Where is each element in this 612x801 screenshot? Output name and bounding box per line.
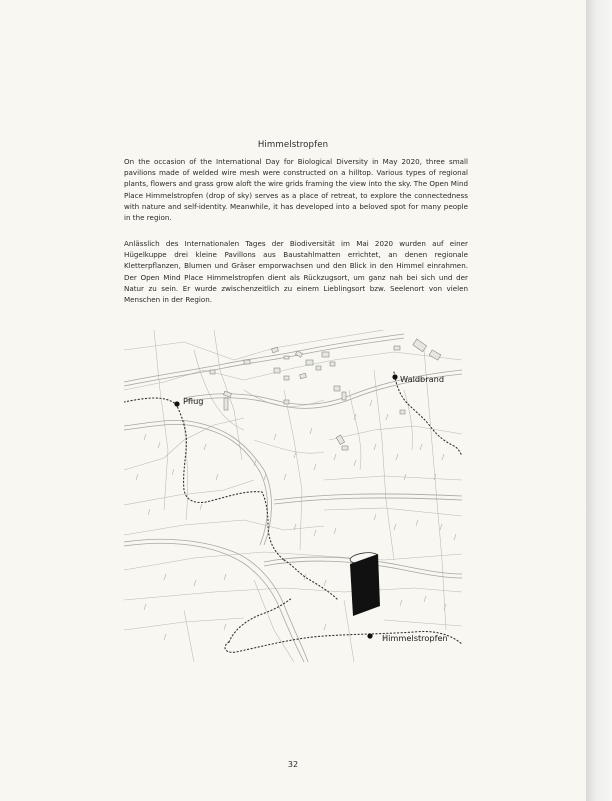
waldbrand-marker xyxy=(392,374,397,379)
pflug-marker xyxy=(174,401,179,406)
page-number: 32 xyxy=(287,760,299,769)
label-himmelstropfen: Himmelstropfen xyxy=(382,633,448,643)
english-paragraph: On the occasion of the International Day for Biological Diversity in May 2020, three small pavilions made of welded wire mesh were constructed on a hilltop. Various types of regional plants, flowers and grass grow aloft the wire grids framing the view into the sky. The Open Mind Place Himmelstropfen (drop of sky) serves as a place of retreat, to explore the connectedness with nature and self-identity. Meanwhile, it has developed into a beloved spot for many people in the region. xyxy=(124,157,468,223)
page-title: Himmelstropfen xyxy=(257,140,329,150)
label-waldbrand: Waldbrand xyxy=(400,374,445,384)
book-gutter xyxy=(586,0,612,801)
german-paragraph: Anlässlich des Internationalen Tages der Biodiversität im Mai 2020 wurden auf einer Hügelkuppe drei kleine Pavillons aus Baustahlmatten errichtet, an denen regionale Kletterpflanzen, Blumen und Gräser emporwachsen und den Blick in den Himmel einrahmen. Der Open Mind Place Himmelstropfen dient als Rückzugsort, um ganz nah bei sich und der Natur zu sein. Er wurde zwischenzeitlich zu einem Lieblingsort bzw. Seelenort von vielen Menschen in der Region. xyxy=(124,239,468,305)
site-map xyxy=(124,330,462,662)
pavilion-marker xyxy=(349,551,380,616)
himmelstropfen-marker xyxy=(367,633,372,638)
label-pflug: Pflug xyxy=(183,396,204,406)
